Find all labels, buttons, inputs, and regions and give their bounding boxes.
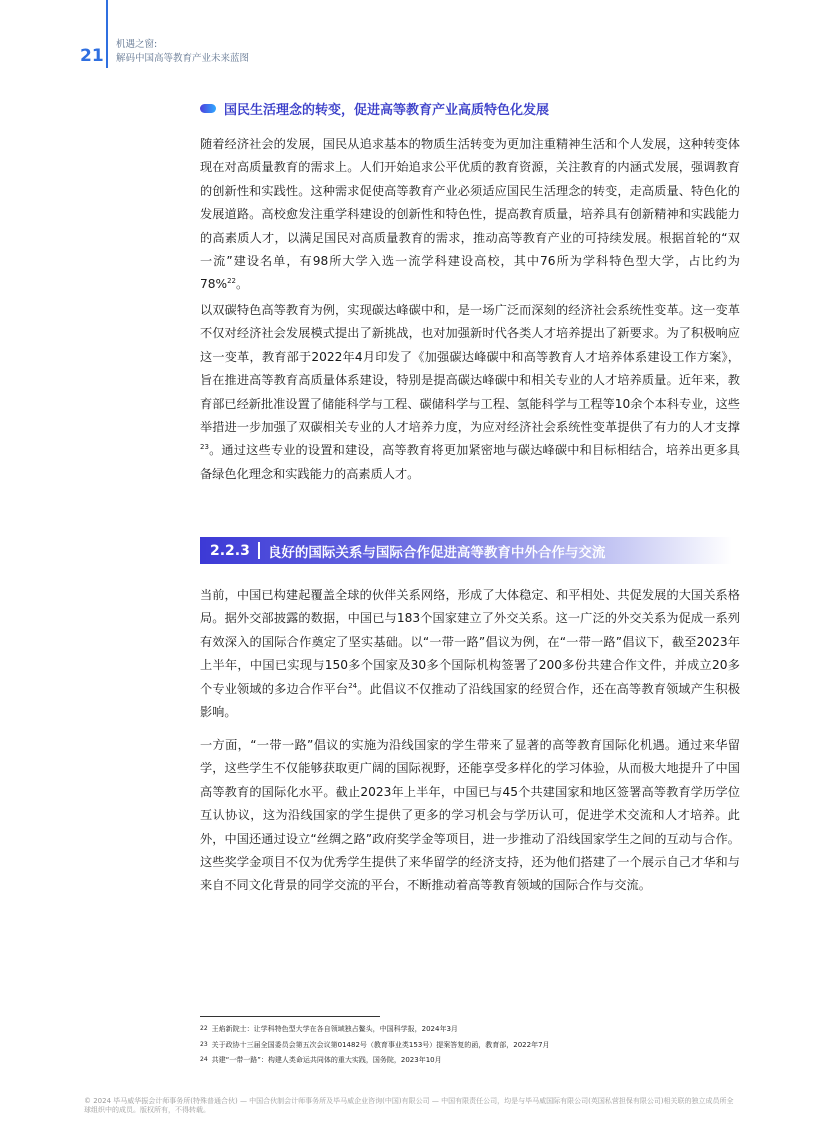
subheading-text: 国民生活理念的转变，促进高等教育产业高质特色化发展	[224, 103, 550, 118]
page-number: 21	[80, 46, 104, 66]
paragraph-3: 当前，中国已构建起覆盖全球的伙伴关系网络，形成了大体稳定、和平相处、共促发展的大国关系格局。据外交部披露的数据，中国已与183个国家建立了外交关系。这一广泛的外交关系为促成一系列有效深入的国际合作奠定了坚实基础。以“一带一路”倡议为例，在“一带一路”倡议下，截至2023年上半年，中国已实现与150多个国家及30多个国际机构签署了200多份共建合作文件，并成立20多个专业领域的多边合作平台$^{24}$。此倡议不仅推动了沿线国家的经贸合作，还在高等教育领域产生积极影响。	[200, 588, 741, 720]
subheading	[200, 99, 549, 118]
paragraph-1: 随着经济社会的发展，国民从追求基本的物质生活转变为更加注重精神生活和个人发展，这种转变体现在对高质量教育的需求上。人们开始追求公平优质的教育资源，关注教育的内涵式发展，强调教育的创新性和实践性。这种需求促使高等教育产业必须适应国民生活理念的转变，走高质量、特色化的发展道路。高校愈发注重学科建设的创新性和特色性，提高教育质量，培养具有创新精神和实践能力的高素质人才，以满足国民对高质量教育的需求，推动高等教育产业的可持续发展。根据首轮的“双一流”建设名单，有98所大学入选一流学科建设高校，其中76所为学科特色型大学，占比约为78%$^{22}$。	[200, 137, 740, 292]
footnote-ref-23: 23	[200, 443, 209, 452]
section-number: 2.2.3	[210, 542, 250, 559]
running-header	[116, 38, 249, 66]
paragraph-2: 以双碳特色高等教育为例，实现碳达峰碳中和，是一场广泛而深刻的经济社会系统性变革。这一变革不仅对经济社会发展模式提出了新挑战，也对加强新时代各类人才培养提出了新要求。为了积极响应这一变革，教育部于2022年4月印发了《加强碳达峰碳中和高等教育人才培养体系建设工作方案》，旨在推进高等教育高质量体系建设，特别是提高碳达峰碳中和相关专业的人才培养质量。近年来，教育部已经新批准设置了储能科学与工程、碳储科学与工程、氢能科学与工程等10余个本科专业，这些举措进一步加强了双碳相关专业的人才培养力度，为应对经济社会系统性变革提供了有力的人才支撑$^{23}$。通过这些专业的设置和建设，高等教育将更加紧密地与碳达峰碳中和目标相结合，培养出更多具备绿色化理念和实践能力的高素质人才。	[200, 303, 740, 481]
section-banner	[200, 537, 732, 564]
footnote-ref-22: 22	[227, 277, 237, 286]
header-title-line2: 解码中国高等教育产业未来蓝图	[116, 53, 250, 64]
footnote-divider	[200, 1016, 380, 1017]
header-title-line1: 机遇之窗:	[116, 39, 158, 50]
section-title: 良好的国际关系与国际合作促进高等教育中外合作与交流	[267, 544, 606, 561]
bullet-pill-icon	[200, 104, 216, 113]
paragraph-4: 一方面，“一带一路”倡议的实施为沿线国家的学生带来了显著的高等教育国际化机遇。通过来华留学，这些学生不仅能够获取更广阔的国际视野，还能享受多样化的学习体验，从而极大地提升了中国高等教育的国际化水平。截止2023年上半年，中国已与45个共建国家和地区签署高等教育学历学位互认协议，这为沿线国家的学生提供了更多的学习机会与学历认可，促进学术交流和人才培养。此外，中国还通过设立“丝绸之路”政府奖学金等项目，进一步推动了沿线国家学生之间的互动与合作。这些奖学金项目不仅为优秀学生提供了来华留学的经济支持，还为他们搭建了一个展示自己才华和与来自不同文化背景的同学交流的平台，不断推动着高等教育领域的国际合作与交流。	[200, 738, 740, 893]
footnote-ref-24: 24	[348, 681, 358, 690]
footnote-24: 24 共建“一带一路”：构建人类命运共同体的重大实践，国务院，2023年10月	[200, 1056, 442, 1064]
footnote-23: 23 关于政协十三届全国委员会第五次会议第01482号（教育事业类153号）提案答复的函，教育部，2022年7月	[200, 1041, 550, 1049]
banner-separator	[258, 542, 260, 559]
header-divider	[106, 0, 108, 68]
footnote-22: 22 王焰新院士：让学科特色型大学在各自领域独占鳌头，中国科学报，2024年3月	[200, 1025, 458, 1033]
copyright-notice: © 2024 毕马威华振会计师事务所(特殊普通合伙) — 中国合伙制会计师事务所及毕马威企业咨询(中国)有限公司 — 中国有限责任公司，均是与毕马威国际有限公司(英国私营担保有限公司)相关联的独立成员所全球组织中的成员。版权所有，不得转载。	[84, 1097, 734, 1114]
